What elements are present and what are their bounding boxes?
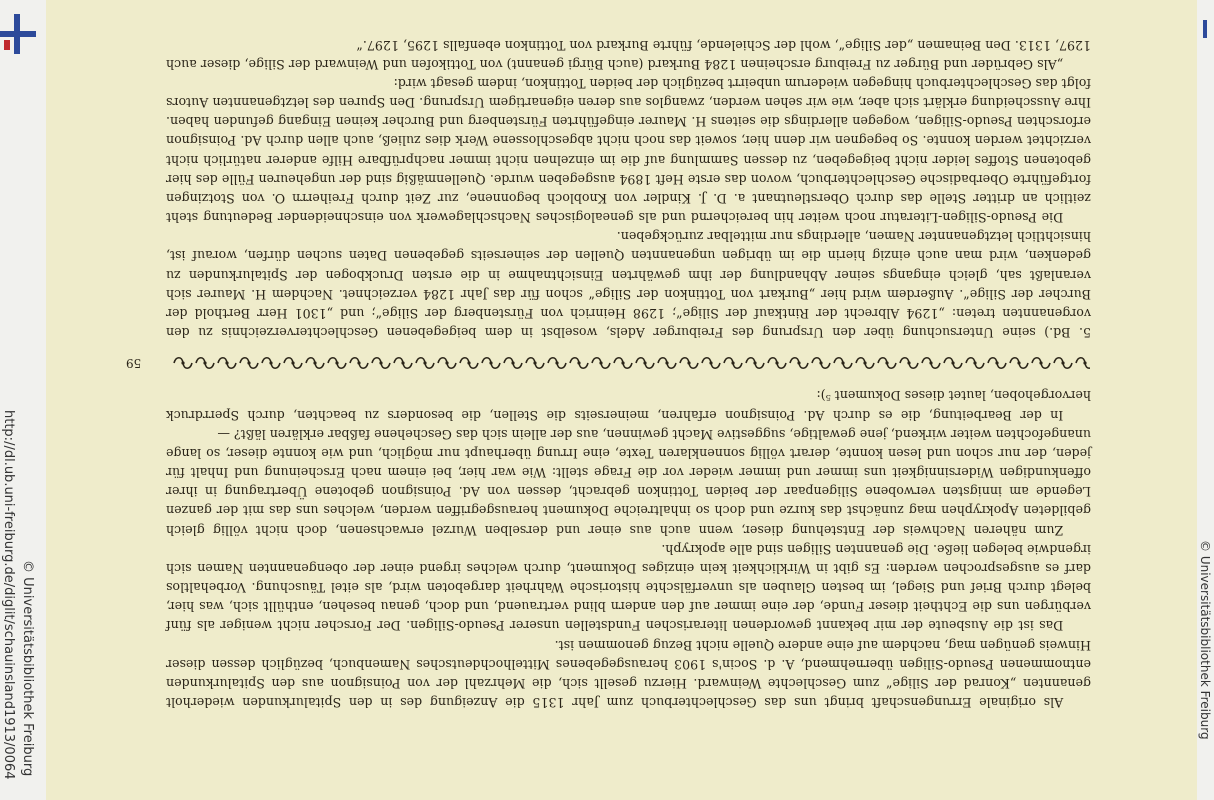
text-column-bottom [166, 388, 1091, 712]
paragraph: Die Pseudo-Siligen-Literatur noch weiter hin bereichernd und als genealogisches Nachschlagewerk von einschneidender Bedeutung steht zeitlich an dritter Stelle das durch Oberstleutnant a. D. J. Kindler von Knobloch begonnene, zur Zeit durch Freiherrn O. von Stotzingen fortgeführte Oberbadische Geschlechterbuch, wovon das erste Heft 1894 ausgegeben wurde. Quellenmäßig sind der ungeheuren Fülle des hier gebotenen Stoffes leider nicht beigegeben, zu dessen Sammlung auf die im einzelnen nicht immer nachprüfbare Hilfe anderer natürlich nicht verzichtet werden konnte. So begegnen wir denn hier, soweit das noch nicht abgeschlossene Werk dies zuließ, auch allen durch Ad. Poinsignon erforschten Pseudo-Siligen, wogegen allerdings die seitens H. Maurer eingeführten Fürstenberg und Burcher keinen Eingang gefunden haben. Ihre Ausscheidung erklärt sich aber, wie wir sehen werden, zwanglos aus deren eigenartigem Ursprung. Den Spuren des letztgenannten Autors folgt das Geschlechterbuch hingegen wiederum unbeirrt bezüglich der beiden Tottinkon, indem gesagt wird: [166, 75, 1091, 226]
paragraph: In der Bearbeitung, die es durch Ad. Poinsignon erfahren, meinerseits die Stellen, die besonders zu beachten, durch Sperrdruck hervorgehoben, lautet dieses Dokument ⁵): [166, 388, 1091, 423]
page-number: 59 [126, 356, 142, 370]
paragraph: „Als Gebrüder und Bürger zu Freiburg erscheinen 1284 Burkard (auch Bürgi genannt) von Tottikofen und Weinward der Silige, dieser auch 1297, 1313. Den Beinamen „der Silige“, wohl der Schielende, führte Burkard von Tottinkon ebenfalls 1295, 1297.“ [166, 37, 1091, 72]
ornamental-divider [172, 353, 1090, 373]
paragraph: Das ist die Ausbeute der mir bekannt gewordenen literarischen Fundstellen unserer Pseudo-Siligen. Der Forscher nicht weniger als fünf verbürgen uns die Echtheit dieser Funde, der eine immer auf den andern blind vertrauend, und doch, genau besehen, enthüllt sich, was hier, belegt durch Brief und Siegel, im besten Glauben als unverfälschte historische Wahrheit dargeboten wird, als eitel Täuschung. Vorbehaltlos darf es ausgesprochen werden: Es gibt in Wirklichkeit kein einziges Dokument, durch welches irgend einer der obengenannten Namen sich irgendwie belegen ließe. Die genannten Siligen sind alle apokryph. [166, 541, 1091, 634]
text-column-top [166, 26, 1091, 342]
paragraph: Als originale Errungenschaft bringt uns das Geschlechterbuch zum Jahr 1315 die Anzeigung des in den Spitalurkunden wiederholt genannten „Konrad der Silige“ zum Geschlechte Weinward. Hierzu gesellt sich, die Mehrzahl der von Poinsignon aus den Spitalurkunden entnommenen Pseudo-Siligen übernehmend, A. d. Socin's 1903 herausgegebenes Mittelhochdeutsches Namenbuch, bezüglich dessen dieser Hinweis genügen mag, nachdem auf eine andere Quelle nicht Bezug genommen ist. [166, 637, 1091, 710]
library-logo-right-icon [1199, 20, 1211, 38]
library-logo-icon [0, 14, 40, 54]
source-url-text[interactable]: http://dl.ub.uni-freiburg.de/diglit/schauinsland1913/0064 [1, 410, 16, 780]
paragraph: Zum näheren Nachweis der Entstehung dieser, wenn auch aus einer und derselben Wurzel erwachsenen, doch nicht völlig gleich gebildeten Apokryphen mag zunächst das kurze und doch so inhaltreiche Dokument herausgegriffen werden, welches uns das mit der ganzen Legende am innigsten verwobene Siligenpaar der beiden Tottinkon gebracht, dessen von Ad. Poinsignon gebotene Übertragung in ihrer offenkundigen Widersinnigkeit uns immer und immer wieder vor die Frage stellt: Wie war hier, bei einem nach Erscheinung und Inhalt für jeden, der nur schon und lesen konnte, derart völlig sonnenklaren Texte, eine Irrung überhaupt nur möglich, und wie konnte dieser, so lange unangefochten weiter wirkend, jene gewaltige, suggestive Macht gewinnen, aus der allein sich das Geschehene faßbar erklären läßt? — [166, 426, 1091, 538]
copyright-text: © Universitätsbibliothek Freiburg [20, 560, 35, 777]
copyright-text-right: © Universitätsbibliothek Freiburg [1198, 540, 1212, 740]
paragraph: 5. Bd.) seine Untersuchung über den Ursprung des Freiburger Adels, woselbst in dem beigegebenen Geschlechterverzeichnis zu den vorgenannten treten: „1294 Albrecht der Rintkauf der Silige“; 1298 Heinrich von Fürstenberg der Silige“; und „1301 Herr Berthold der Burcher der Silige“. Außerdem wird hier „Burkart von Tottinkon der Silige“ schon für das Jahr 1284 verzeichnet. Nachdem H. Maurer sich veranlaßt sah, gleich eingangs seiner Abhandlung der ihm gewährten Einsichtnahme in die ersten Druckbogen der Spitalurkunden zu gedenken, wird man auch einzig hierin die im übrigen ungenannten Quellen der seinerseits gegebenen Daten suchen dürfen, worauf ist, hinsichtlich letztgenannter Namen, allerdings nur mittelbar zurückgeben. [166, 229, 1091, 340]
